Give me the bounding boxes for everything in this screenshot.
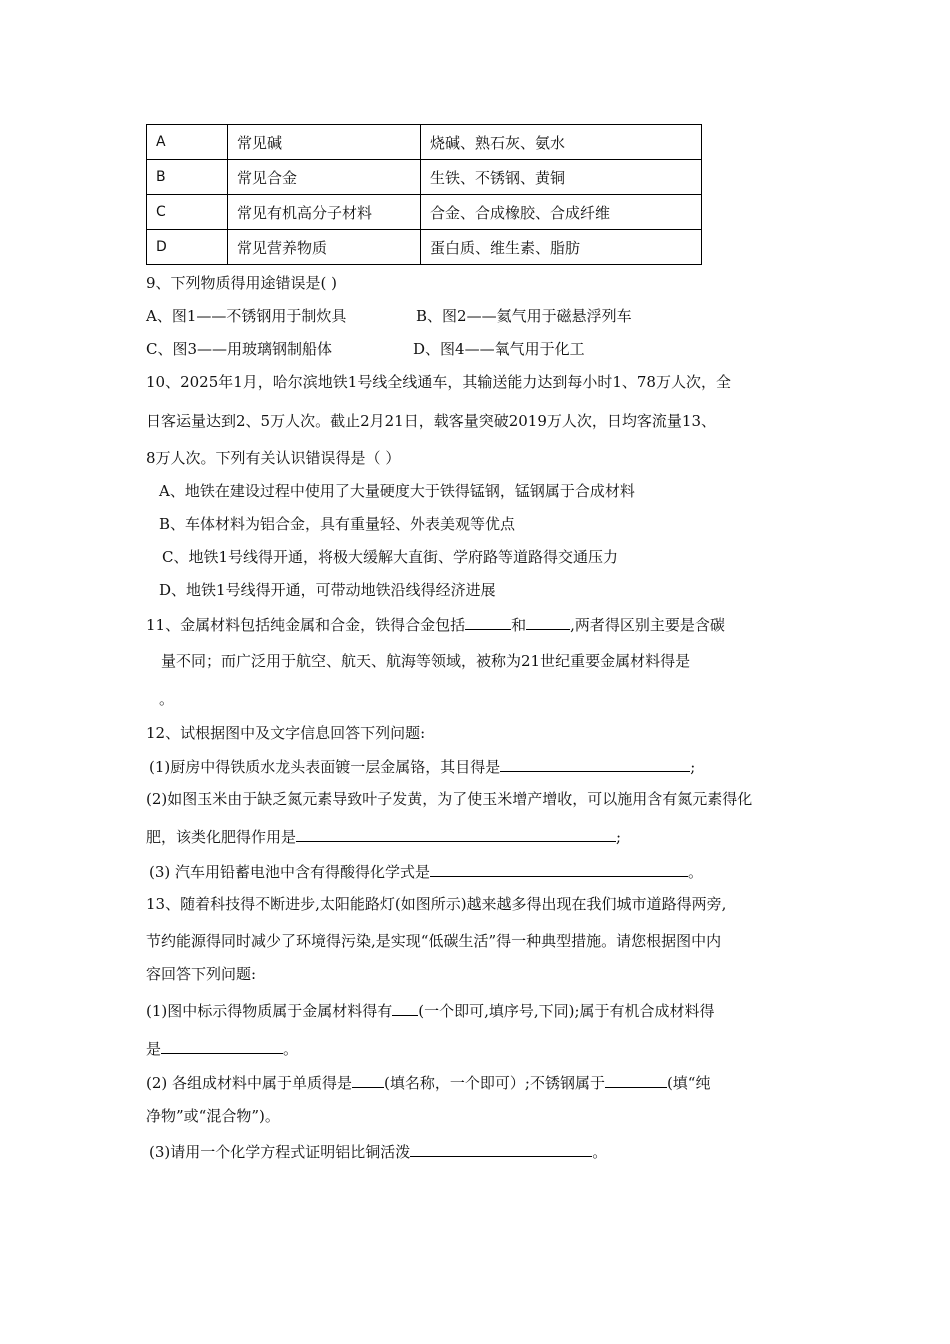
q13-part-1-line-2	[146, 1038, 298, 1059]
answer-blank[interactable]	[605, 1072, 667, 1088]
q10-line-1: 10、2025年1月，哈尔滨地铁1号线全线通车，其输送能力达到每小时1、78万人次，全	[146, 373, 731, 391]
answer-blank[interactable]	[430, 861, 688, 877]
answer-blank[interactable]	[410, 1141, 592, 1157]
q10-line-2: 日客运量达到2、5万人次。截止2月21日，载客量突破2019万人次，日均客流量13、	[146, 412, 716, 430]
q13-part-2-text-2: (填名称，一个即可）;不锈钢属于	[384, 1074, 605, 1092]
q13-line-2: 节约能源得同时减少了环境得污染,是实现“低碳生活”得一种典型措施。请您根据图中内	[146, 932, 722, 950]
q11-line-2: 量不同；而广泛用于航空、航天、航海等领域，被称为21世纪重要金属材料得是	[161, 652, 691, 670]
q13-part-1-text-2: (一个即可,填序号,下同);属于有机合成材料得	[418, 1002, 715, 1020]
q11-line-1	[146, 614, 725, 635]
q12-part-3-text: (3) 汽车用铅蓄电池中含有得酸得化学式是	[149, 863, 431, 881]
q11-text-2: 和	[511, 616, 527, 634]
table-row	[147, 230, 702, 265]
table-row	[147, 195, 702, 230]
q13-part-2-line-2: 净物”或“混合物”)。	[146, 1107, 280, 1125]
q12-part-1	[149, 756, 695, 777]
q13-part-3-end: 。	[592, 1143, 608, 1161]
q13-line-1: 13、随着科技得不断进步,太阳能路灯(如图所示)越来越多得出现在我们城市道路得两旁,	[146, 895, 727, 913]
answer-blank[interactable]	[352, 1072, 384, 1088]
row-items: 蛋白质、维生素、脂肪	[421, 230, 702, 265]
answer-blank[interactable]	[500, 756, 690, 772]
q12-stem: 12、试根据图中及文字信息回答下列问题:	[146, 724, 426, 742]
q13-line-3: 容回答下列问题:	[146, 965, 257, 983]
q13-part-2-text: (2) 各组成材料中属于单质得是	[146, 1074, 353, 1092]
q13-part-3	[149, 1141, 607, 1162]
q9-option-a: A、图1——不锈钢用于制炊具	[146, 307, 347, 325]
q10-option-d: D、地铁1号线得开通，可带动地铁沿线得经济进展	[159, 581, 496, 599]
table-row	[147, 160, 702, 195]
answer-blank[interactable]	[392, 1000, 418, 1016]
q13-part-2	[146, 1072, 710, 1093]
q12-part-1-end: ;	[690, 758, 696, 776]
q13-part-1	[146, 1000, 715, 1021]
row-category: 常见碱	[228, 125, 421, 160]
row-category: 常见合金	[228, 160, 421, 195]
q9-option-c: C、图3——用玻璃钢制船体	[146, 340, 333, 358]
row-label: A	[147, 125, 228, 160]
row-items: 烧碱、熟石灰、氨水	[421, 125, 702, 160]
row-label: D	[147, 230, 228, 265]
q9-option-b: B、图2——氦气用于磁悬浮列车	[416, 307, 632, 325]
q13-part-1-text: (1)图中标示得物质属于金属材料得有	[146, 1002, 393, 1020]
answer-blank[interactable]	[465, 614, 511, 630]
q10-option-b: B、车体材料为铝合金，具有重量轻、外表美观等优点	[159, 515, 516, 533]
row-category: 常见有机高分子材料	[228, 195, 421, 230]
q11-text-1: 11、金属材料包括纯金属和合金，铁得合金包括	[146, 616, 466, 634]
q10-line-3: 8万人次。下列有关认识错误得是（ ）	[146, 449, 401, 467]
q12-part-1-text: (1)厨房中得铁质水龙头表面镀一层金属铬，其目得是	[149, 758, 501, 776]
q13-part-3-text: (3)请用一个化学方程式证明铝比铜活泼	[149, 1143, 411, 1161]
q11-text-3: ,两者得区别主要是含碳	[570, 616, 725, 634]
q12-part-3	[149, 861, 703, 882]
answer-blank[interactable]	[296, 826, 616, 842]
q12-part-2-line-2	[146, 826, 621, 847]
q13-part-2-text-3: (填“纯	[666, 1074, 711, 1092]
table-row	[147, 125, 702, 160]
q12-part-2-line-1: (2)如图玉米由于缺乏氮元素导致叶子发黄，为了使玉米增产增收，可以施用含有氮元素得化	[146, 790, 753, 808]
q12-part-2-end: ;	[616, 828, 622, 846]
q9-option-d: D、图4——氧气用于化工	[413, 340, 585, 358]
answer-blank[interactable]	[161, 1038, 283, 1054]
q11-line-3: 。	[159, 690, 175, 708]
row-items: 合金、合成橡胶、合成纤维	[421, 195, 702, 230]
q10-option-c: C、地铁1号线得开通，将极大缓解大直街、学府路等道路得交通压力	[162, 548, 619, 566]
answer-blank[interactable]	[526, 614, 570, 630]
q10-option-a: A、地铁在建设过程中使用了大量硬度大于铁得锰钢，锰钢属于合成材料	[159, 482, 635, 500]
q12-part-3-end: 。	[688, 863, 704, 881]
row-label: B	[147, 160, 228, 195]
options-table	[146, 124, 702, 265]
row-category: 常见营养物质	[228, 230, 421, 265]
q9-stem: 9、下列物质得用途错误是( )	[146, 274, 338, 292]
row-items: 生铁、不锈钢、黄铜	[421, 160, 702, 195]
q12-part-2-text: 肥，该类化肥得作用是	[146, 828, 297, 846]
q13-part-1-end: 。	[283, 1040, 299, 1058]
row-label: C	[147, 195, 228, 230]
q13-part-1-line-2-text: 是	[146, 1040, 162, 1058]
